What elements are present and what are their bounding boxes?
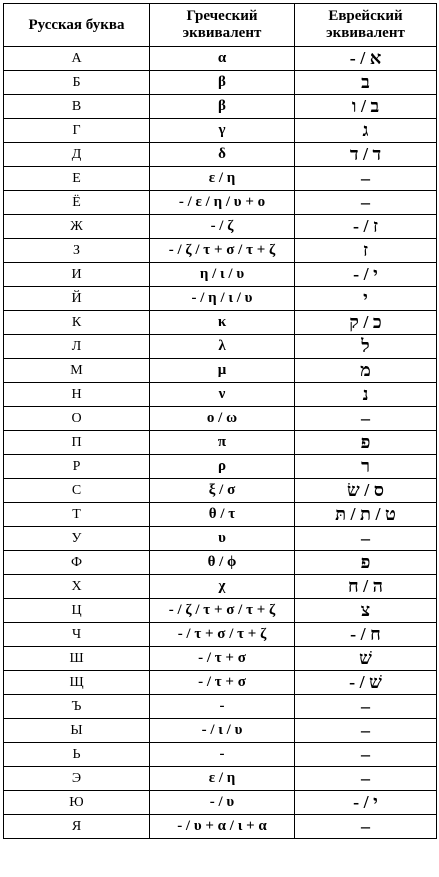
hebrew-equivalent-cell: ב / ו — [295, 95, 437, 119]
greek-equivalent-cell: θ / ϕ — [150, 551, 295, 575]
russian-letter-cell: Я — [4, 815, 150, 839]
russian-letter-cell: Х — [4, 575, 150, 599]
hebrew-equivalent-cell: צ — [295, 599, 437, 623]
hebrew-equivalent-cell: פ — [295, 431, 437, 455]
table-row — [4, 575, 437, 599]
russian-letter-cell: К — [4, 311, 150, 335]
hebrew-equivalent-cell: כ / ק — [295, 311, 437, 335]
table-row — [4, 263, 437, 287]
russian-letter-cell: Т — [4, 503, 150, 527]
table-row — [4, 767, 437, 791]
greek-equivalent-cell: ε / η — [150, 767, 295, 791]
greek-equivalent-cell: ο / ω — [150, 407, 295, 431]
hebrew-equivalent-cell: ל — [295, 335, 437, 359]
greek-equivalent-cell: - / ζ — [150, 215, 295, 239]
greek-equivalent-cell: π — [150, 431, 295, 455]
hebrew-equivalent-cell: - / א — [295, 47, 437, 71]
russian-letter-cell: Ё — [4, 191, 150, 215]
header-greek: Греческий эквивалент — [150, 4, 295, 47]
russian-letter-cell: Р — [4, 455, 150, 479]
table-row — [4, 479, 437, 503]
russian-letter-cell: Э — [4, 767, 150, 791]
russian-letter-cell: Г — [4, 119, 150, 143]
hebrew-equivalent-cell: - / ח — [295, 623, 437, 647]
header-row — [4, 4, 437, 47]
russian-letter-cell: О — [4, 407, 150, 431]
russian-letter-cell: Б — [4, 71, 150, 95]
greek-equivalent-cell: χ — [150, 575, 295, 599]
greek-equivalent-cell: - / τ + σ — [150, 671, 295, 695]
table-row — [4, 47, 437, 71]
russian-letter-cell: И — [4, 263, 150, 287]
hebrew-equivalent-cell: ז — [295, 239, 437, 263]
hebrew-equivalent-cell: – — [295, 815, 437, 839]
greek-equivalent-cell: - / ζ / τ + σ / τ + ζ — [150, 239, 295, 263]
table-row — [4, 215, 437, 239]
hebrew-equivalent-cell: - / י — [295, 263, 437, 287]
table-row — [4, 95, 437, 119]
russian-letter-cell: С — [4, 479, 150, 503]
hebrew-equivalent-cell: ה / ח — [295, 575, 437, 599]
greek-equivalent-cell: - / τ + σ — [150, 647, 295, 671]
greek-equivalent-cell: - / ε / η / υ + ο — [150, 191, 295, 215]
table-row — [4, 167, 437, 191]
table-row — [4, 551, 437, 575]
table-row — [4, 815, 437, 839]
table-row — [4, 335, 437, 359]
hebrew-equivalent-cell: – — [295, 743, 437, 767]
russian-letter-cell: Ш — [4, 647, 150, 671]
greek-equivalent-cell: β — [150, 95, 295, 119]
greek-equivalent-cell: γ — [150, 119, 295, 143]
greek-equivalent-cell: η / ι / υ — [150, 263, 295, 287]
table-row — [4, 287, 437, 311]
hebrew-equivalent-cell: - / שׁ — [295, 671, 437, 695]
hebrew-equivalent-cell: שׁ — [295, 647, 437, 671]
greek-equivalent-cell: μ — [150, 359, 295, 383]
greek-equivalent-cell: υ — [150, 527, 295, 551]
greek-equivalent-cell: β — [150, 71, 295, 95]
table-row — [4, 119, 437, 143]
table-row — [4, 359, 437, 383]
greek-equivalent-cell: - / υ + α / ι + α — [150, 815, 295, 839]
table-row — [4, 743, 437, 767]
table-row — [4, 431, 437, 455]
hebrew-equivalent-cell: - / ז — [295, 215, 437, 239]
greek-equivalent-cell: ε / η — [150, 167, 295, 191]
hebrew-equivalent-cell: נ — [295, 383, 437, 407]
russian-letter-cell: Ю — [4, 791, 150, 815]
table-row — [4, 191, 437, 215]
russian-letter-cell: Ъ — [4, 695, 150, 719]
russian-letter-cell: У — [4, 527, 150, 551]
hebrew-equivalent-cell: ס / שׂ — [295, 479, 437, 503]
russian-letter-cell: П — [4, 431, 150, 455]
greek-equivalent-cell: - / τ + σ / τ + ζ — [150, 623, 295, 647]
russian-letter-cell: А — [4, 47, 150, 71]
hebrew-equivalent-cell: ב — [295, 71, 437, 95]
greek-equivalent-cell: α — [150, 47, 295, 71]
greek-equivalent-cell: θ / τ — [150, 503, 295, 527]
greek-equivalent-cell: - / η / ι / υ — [150, 287, 295, 311]
russian-letter-cell: М — [4, 359, 150, 383]
table-row — [4, 455, 437, 479]
hebrew-equivalent-cell: - / י — [295, 791, 437, 815]
hebrew-equivalent-cell: ט / ת / תּ — [295, 503, 437, 527]
table-row — [4, 719, 437, 743]
table-row — [4, 383, 437, 407]
greek-equivalent-cell: - — [150, 695, 295, 719]
table-row — [4, 407, 437, 431]
russian-letter-cell: Н — [4, 383, 150, 407]
table-row — [4, 311, 437, 335]
hebrew-equivalent-cell: ד / ד — [295, 143, 437, 167]
russian-letter-cell: Щ — [4, 671, 150, 695]
table-row — [4, 623, 437, 647]
table-body — [4, 47, 437, 839]
table-row — [4, 671, 437, 695]
greek-equivalent-cell: δ — [150, 143, 295, 167]
table-row — [4, 647, 437, 671]
table-row — [4, 527, 437, 551]
equivalents-table — [3, 3, 437, 839]
hebrew-equivalent-cell: ר — [295, 455, 437, 479]
greek-equivalent-cell: - — [150, 743, 295, 767]
hebrew-equivalent-cell: – — [295, 407, 437, 431]
table-row — [4, 71, 437, 95]
hebrew-equivalent-cell: מ — [295, 359, 437, 383]
hebrew-equivalent-cell: – — [295, 191, 437, 215]
hebrew-equivalent-cell: – — [295, 167, 437, 191]
hebrew-equivalent-cell: י — [295, 287, 437, 311]
table-row — [4, 695, 437, 719]
table-row — [4, 791, 437, 815]
russian-letter-cell: Ы — [4, 719, 150, 743]
greek-equivalent-cell: λ — [150, 335, 295, 359]
greek-equivalent-cell: - / υ — [150, 791, 295, 815]
table-row — [4, 239, 437, 263]
russian-letter-cell: Й — [4, 287, 150, 311]
russian-letter-cell: Ч — [4, 623, 150, 647]
hebrew-equivalent-cell: – — [295, 767, 437, 791]
hebrew-equivalent-cell: ג — [295, 119, 437, 143]
greek-equivalent-cell: - / ζ / τ + σ / τ + ζ — [150, 599, 295, 623]
table-row — [4, 143, 437, 167]
russian-letter-cell: З — [4, 239, 150, 263]
russian-letter-cell: Ф — [4, 551, 150, 575]
hebrew-equivalent-cell: – — [295, 719, 437, 743]
greek-equivalent-cell: ρ — [150, 455, 295, 479]
greek-equivalent-cell: ν — [150, 383, 295, 407]
russian-letter-cell: Е — [4, 167, 150, 191]
header-russian: Русская буква — [4, 4, 150, 47]
russian-letter-cell: В — [4, 95, 150, 119]
table-row — [4, 599, 437, 623]
greek-equivalent-cell: - / ι / υ — [150, 719, 295, 743]
russian-letter-cell: Л — [4, 335, 150, 359]
greek-equivalent-cell: ξ / σ — [150, 479, 295, 503]
greek-equivalent-cell: κ — [150, 311, 295, 335]
russian-letter-cell: Д — [4, 143, 150, 167]
hebrew-equivalent-cell: – — [295, 527, 437, 551]
russian-letter-cell: Ь — [4, 743, 150, 767]
hebrew-equivalent-cell: פ — [295, 551, 437, 575]
table-row — [4, 503, 437, 527]
header-hebrew: Еврейский эквивалент — [295, 4, 437, 47]
russian-letter-cell: Ж — [4, 215, 150, 239]
hebrew-equivalent-cell: – — [295, 695, 437, 719]
russian-letter-cell: Ц — [4, 599, 150, 623]
